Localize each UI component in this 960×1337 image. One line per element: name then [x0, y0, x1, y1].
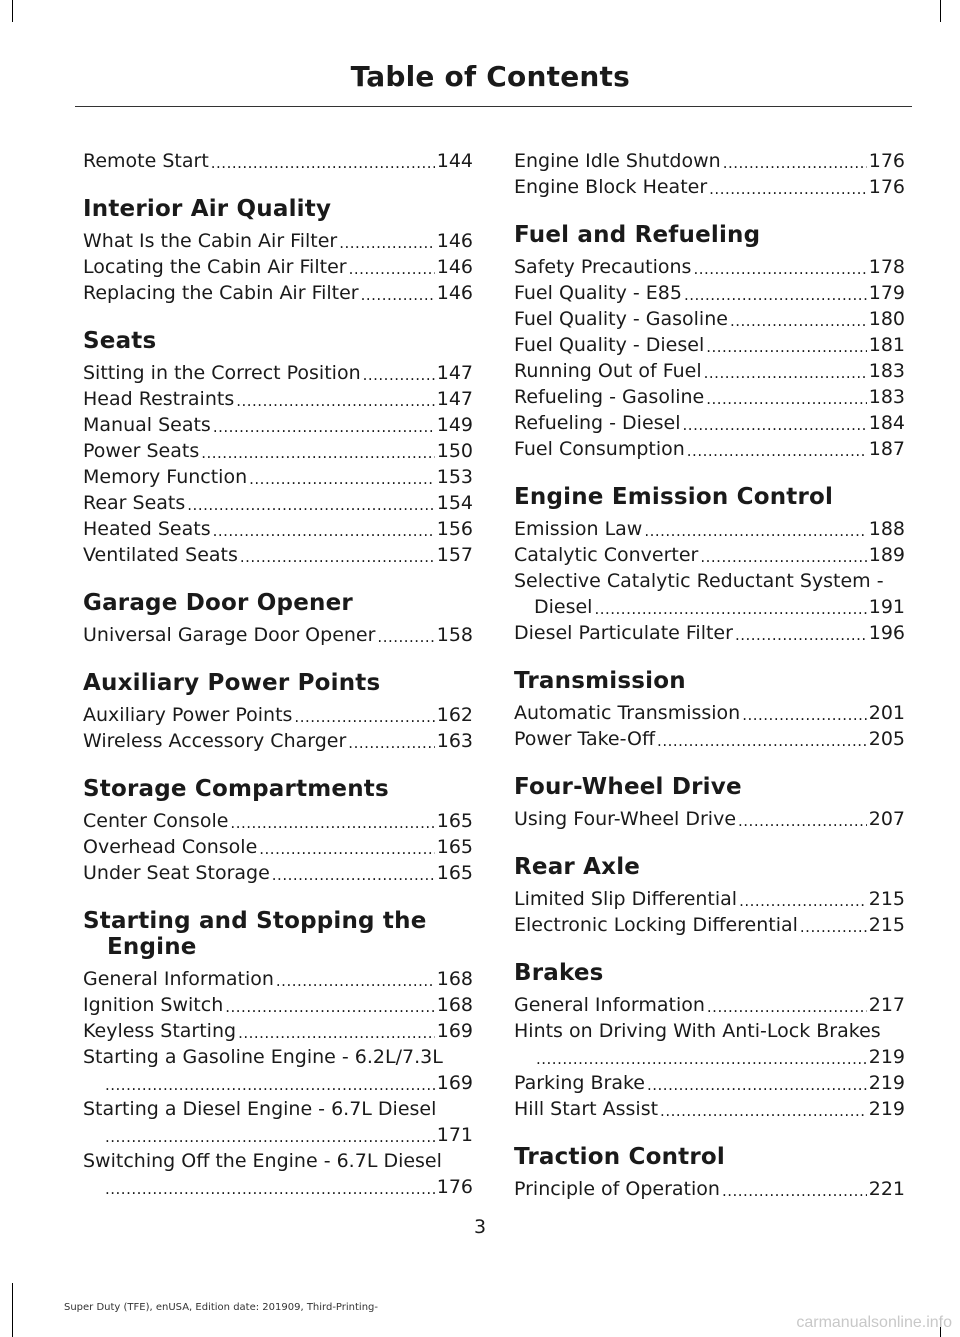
toc-entry[interactable] — [83, 1044, 473, 1096]
toc-entry[interactable] — [83, 966, 473, 992]
dot-leader — [647, 1074, 867, 1096]
dot-leader — [339, 232, 434, 254]
dot-leader — [706, 388, 867, 410]
toc-entry-title: Power Take-Off — [514, 728, 656, 750]
toc-entry-title: Sitting in the Correct Position — [83, 362, 361, 384]
toc-entry-title: Universal Garage Door Opener — [83, 624, 376, 646]
dot-leader — [187, 494, 434, 516]
toc-entry-title: Power Seats — [83, 440, 200, 462]
toc-entry[interactable] — [83, 386, 473, 412]
crop-mark-top-right — [940, 0, 941, 22]
section-heading-text: Seats — [83, 328, 157, 354]
section-heading-text: Storage Compartments — [83, 776, 389, 802]
toc-entry[interactable] — [514, 410, 905, 436]
toc-entry-title: Hints on Driving With Anti-Lock Brakes — [514, 1020, 881, 1042]
toc-entry-page: 146 — [436, 282, 473, 304]
toc-entry-title: Using Four-Wheel Drive — [514, 808, 737, 830]
dot-leader — [272, 864, 435, 886]
toc-entry-title: Replacing the Cabin Air Filter — [83, 282, 359, 304]
toc-entry[interactable] — [83, 622, 473, 648]
toc-entry-title: Engine Idle Shutdown — [514, 150, 721, 172]
watermark: carmanualsonline.info — [796, 1314, 952, 1331]
toc-entry[interactable] — [83, 464, 473, 490]
toc-entry[interactable] — [83, 490, 473, 516]
toc-entry-page: 168 — [436, 994, 473, 1016]
toc-entry-title: Manual Seats — [83, 414, 211, 436]
toc-right-column — [514, 148, 905, 1202]
toc-entry-page: 215 — [868, 914, 905, 936]
section-heading — [514, 1144, 905, 1170]
dot-leader — [693, 258, 866, 280]
toc-left-column — [83, 148, 473, 1200]
toc-entry-page: 196 — [868, 622, 905, 644]
section-heading — [83, 670, 473, 696]
toc-entry-title: Fuel Quality - Gasoline — [514, 308, 728, 330]
toc-entry[interactable] — [514, 992, 905, 1018]
section-heading — [514, 854, 905, 880]
toc-entry-title: Memory Function — [83, 466, 248, 488]
toc-entry-title: Center Console — [83, 810, 229, 832]
toc-entry-page: 176 — [868, 176, 905, 198]
toc-entry-continuation — [83, 1122, 473, 1148]
toc-entry-title: Locating the Cabin Air Filter — [83, 256, 347, 278]
toc-entry[interactable] — [514, 254, 905, 280]
dot-leader — [348, 732, 434, 754]
toc-entry-page: 180 — [868, 308, 905, 330]
dot-leader — [683, 414, 867, 436]
toc-entry[interactable] — [514, 516, 905, 542]
toc-entry[interactable] — [514, 1018, 905, 1070]
toc-entry[interactable] — [514, 726, 905, 752]
toc-entry-title: Parking Brake — [514, 1072, 645, 1094]
toc-entry[interactable] — [514, 384, 905, 410]
toc-entry-page: 176 — [436, 1176, 473, 1198]
toc-entry-title: Electronic Locking Differential — [514, 914, 798, 936]
toc-entry-title: Ignition Switch — [83, 994, 224, 1016]
toc-entry[interactable] — [83, 438, 473, 464]
toc-entry-title: Fuel Consumption — [514, 438, 685, 460]
toc-entry-page: 149 — [436, 414, 473, 436]
toc-entry[interactable] — [514, 148, 905, 174]
toc-entry-title: Starting a Gasoline Engine - 6.2L/7.3L — [83, 1046, 443, 1068]
toc-entry[interactable] — [83, 148, 473, 174]
toc-entry-page: 158 — [436, 624, 473, 646]
toc-entry[interactable] — [514, 436, 905, 462]
toc-entry-page: 171 — [436, 1124, 473, 1146]
toc-entry-page: 184 — [868, 412, 905, 434]
section-heading-text: Garage Door Opener — [83, 590, 353, 616]
toc-entry-page: 162 — [436, 704, 473, 726]
section-heading-text: Fuel and Refueling — [514, 222, 761, 248]
toc-entry[interactable] — [514, 886, 905, 912]
toc-entry[interactable] — [514, 700, 905, 726]
toc-entry-title: Keyless Starting — [83, 1020, 237, 1042]
toc-entry-title: Wireless Accessory Charger — [83, 730, 347, 752]
dot-leader — [660, 1100, 867, 1122]
toc-entry[interactable] — [83, 360, 473, 386]
dot-leader — [105, 1126, 435, 1148]
header-divider — [75, 106, 912, 107]
toc-entry[interactable] — [514, 568, 905, 620]
section-heading — [83, 196, 473, 222]
toc-entry-title: Refueling - Diesel — [514, 412, 681, 434]
dot-leader — [687, 440, 867, 462]
toc-entry[interactable] — [514, 1176, 905, 1202]
toc-entry-page: 156 — [436, 518, 473, 540]
dot-leader — [240, 546, 435, 568]
toc-entry-title: Engine Block Heater — [514, 176, 708, 198]
dot-leader — [201, 442, 435, 464]
section-heading-continuation: Engine — [107, 934, 197, 960]
dot-leader — [294, 706, 434, 728]
toc-entry-title: Fuel Quality - Diesel — [514, 334, 705, 356]
section-heading — [83, 776, 473, 802]
section-heading-text: Starting and Stopping the — [83, 908, 427, 934]
toc-entry-title: Fuel Quality - E85 — [514, 282, 682, 304]
dot-leader — [709, 178, 867, 200]
dot-leader — [644, 520, 866, 542]
toc-entry-page: 169 — [436, 1072, 473, 1094]
toc-entry[interactable] — [83, 992, 473, 1018]
toc-entry-page: 219 — [868, 1046, 905, 1068]
toc-entry[interactable] — [83, 1148, 473, 1200]
toc-entry-page: 154 — [436, 492, 473, 514]
toc-entry-title: Limited Slip Differential — [514, 888, 738, 910]
footer-edition-info: Super Duty (TFE), enUSA, Edition date: 201909, Third-Printing- — [64, 1302, 379, 1313]
toc-entry-title: Selective Catalytic Reductant System - — [514, 570, 884, 592]
section-heading-text: Traction Control — [514, 1144, 725, 1170]
dot-leader — [236, 390, 435, 412]
toc-entry-title: Overhead Console — [83, 836, 258, 858]
toc-entry-title: Head Restraints — [83, 388, 235, 410]
toc-entry-page: 147 — [436, 362, 473, 384]
toc-entry-page: 146 — [436, 230, 473, 252]
section-heading — [83, 328, 473, 354]
toc-entry-title: Hill Start Assist — [514, 1098, 659, 1120]
section-heading-text: Brakes — [514, 960, 604, 986]
dot-leader — [738, 810, 867, 832]
toc-entry-page: 207 — [868, 808, 905, 830]
dot-leader — [238, 1022, 435, 1044]
toc-entry-title: Principle of Operation — [514, 1178, 720, 1200]
toc-entry-continuation — [514, 1044, 905, 1070]
toc-entry[interactable] — [83, 728, 473, 754]
dot-leader — [363, 364, 435, 386]
toc-entry-title: Emission Law — [514, 518, 643, 540]
toc-entry-page: 146 — [436, 256, 473, 278]
toc-entry-title: Remote Start — [83, 150, 209, 172]
dot-leader — [225, 996, 434, 1018]
section-heading — [514, 222, 905, 248]
section-heading — [83, 590, 473, 616]
toc-entry[interactable] — [83, 412, 473, 438]
toc-entry-title: General Information — [514, 994, 705, 1016]
section-heading — [83, 908, 473, 960]
toc-entry-page: 189 — [868, 544, 905, 566]
toc-entry[interactable] — [514, 912, 905, 938]
toc-entry-title: Automatic Transmission — [514, 702, 741, 724]
toc-entry-title: Diesel Particulate Filter — [514, 622, 733, 644]
toc-entry-page: 191 — [868, 596, 905, 618]
toc-entry-page: 217 — [868, 994, 905, 1016]
toc-entry-title: Ventilated Seats — [83, 544, 238, 566]
toc-entry-page: 144 — [436, 150, 473, 172]
dot-leader — [377, 626, 434, 648]
toc-entry-page: 176 — [868, 150, 905, 172]
toc-entry-title: Switching Off the Engine - 6.7L Diesel — [83, 1150, 442, 1172]
toc-entry[interactable] — [514, 174, 905, 200]
toc-entry-continuation — [83, 1070, 473, 1096]
section-heading-text: Auxiliary Power Points — [83, 670, 381, 696]
toc-entry[interactable] — [514, 280, 905, 306]
dot-leader — [361, 284, 435, 306]
toc-entry-page: 183 — [868, 386, 905, 408]
toc-entry-title: Safety Precautions — [514, 256, 692, 278]
dot-leader — [349, 258, 435, 280]
toc-entry-title: Auxiliary Power Points — [83, 704, 293, 726]
toc-entry-page: 165 — [436, 810, 473, 832]
toc-entry-page: 219 — [868, 1098, 905, 1120]
crop-mark-top-left — [12, 0, 13, 22]
toc-entry-page: 163 — [436, 730, 473, 752]
toc-entry[interactable] — [514, 306, 905, 332]
toc-entry[interactable] — [83, 1018, 473, 1044]
toc-entry-title: Under Seat Storage — [83, 862, 270, 884]
toc-entry-page: 165 — [436, 862, 473, 884]
toc-entry[interactable] — [514, 1070, 905, 1096]
dot-leader — [730, 310, 867, 332]
toc-entry[interactable] — [83, 860, 473, 886]
dot-leader — [704, 362, 867, 384]
dot-leader — [707, 996, 867, 1018]
dot-leader — [259, 838, 434, 860]
toc-entry[interactable] — [83, 516, 473, 542]
toc-entry-page: 147 — [436, 388, 473, 410]
toc-entry[interactable] — [83, 280, 473, 306]
dot-leader — [742, 704, 867, 726]
toc-entry-continuation — [83, 1174, 473, 1200]
toc-entry-page: 157 — [436, 544, 473, 566]
toc-entry[interactable] — [514, 806, 905, 832]
dot-leader — [211, 152, 435, 174]
toc-entry-page: 187 — [868, 438, 905, 460]
toc-entry-title: Rear Seats — [83, 492, 186, 514]
toc-entry[interactable] — [83, 254, 473, 280]
toc-entry-title: General Information — [83, 968, 274, 990]
dot-leader — [723, 152, 867, 174]
dot-leader — [105, 1074, 435, 1096]
toc-entry[interactable] — [83, 542, 473, 568]
dot-leader — [105, 1178, 435, 1200]
dot-leader — [706, 336, 867, 358]
toc-entry[interactable] — [83, 702, 473, 728]
toc-entry[interactable] — [83, 1096, 473, 1148]
section-heading-text: Four-Wheel Drive — [514, 774, 742, 800]
toc-entry-page: 179 — [868, 282, 905, 304]
section-heading — [514, 484, 905, 510]
dot-leader — [536, 1048, 867, 1070]
section-heading-text: Engine Emission Control — [514, 484, 834, 510]
toc-entry[interactable] — [514, 332, 905, 358]
dot-leader — [230, 812, 434, 834]
toc-entry-page: 165 — [436, 836, 473, 858]
toc-entry-title: Running Out of Fuel — [514, 360, 702, 382]
section-heading-text: Interior Air Quality — [83, 196, 332, 222]
toc-entry-title: Catalytic Converter — [514, 544, 699, 566]
dot-leader — [700, 546, 866, 568]
toc-entry-title: Refueling - Gasoline — [514, 386, 705, 408]
toc-entry-page: 150 — [436, 440, 473, 462]
dot-leader — [722, 1180, 867, 1202]
page-title: Table of Contents — [350, 60, 630, 93]
dot-leader — [657, 730, 867, 752]
dot-leader — [276, 970, 435, 992]
toc-entry[interactable] — [83, 228, 473, 254]
dot-leader — [249, 468, 435, 490]
dot-leader — [800, 916, 867, 938]
toc-entry-page: 181 — [868, 334, 905, 356]
toc-entry-page: 201 — [868, 702, 905, 724]
toc-entry[interactable] — [514, 1096, 905, 1122]
toc-entry[interactable] — [514, 542, 905, 568]
toc-entry-page: 178 — [868, 256, 905, 278]
section-heading — [514, 960, 905, 986]
crop-mark-bottom-left — [12, 1283, 13, 1337]
section-heading-text: Rear Axle — [514, 854, 641, 880]
section-heading — [514, 774, 905, 800]
dot-leader — [735, 624, 867, 646]
toc-entry-title: Heated Seats — [83, 518, 211, 540]
toc-entry-title: What Is the Cabin Air Filter — [83, 230, 338, 252]
dot-leader — [213, 416, 435, 438]
toc-entry[interactable] — [514, 358, 905, 384]
toc-entry-page: 169 — [436, 1020, 473, 1042]
dot-leader — [594, 598, 866, 620]
page-number: 3 — [473, 1216, 487, 1238]
toc-entry-page: 205 — [868, 728, 905, 750]
section-heading — [514, 668, 905, 694]
dot-leader — [739, 890, 867, 912]
dot-leader — [684, 284, 867, 306]
toc-entry-title-continuation: Diesel — [534, 596, 593, 618]
toc-entry-page: 183 — [868, 360, 905, 382]
toc-entry-page: 219 — [868, 1072, 905, 1094]
toc-entry[interactable] — [514, 620, 905, 646]
toc-entry-title: Starting a Diesel Engine - 6.7L Diesel — [83, 1098, 437, 1120]
section-heading-text: Transmission — [514, 668, 686, 694]
toc-entry-continuation — [514, 594, 905, 620]
toc-entry-page: 168 — [436, 968, 473, 990]
toc-entry-page: 188 — [868, 518, 905, 540]
toc-entry[interactable] — [83, 808, 473, 834]
toc-entry-page: 215 — [868, 888, 905, 910]
toc-entry[interactable] — [83, 834, 473, 860]
toc-entry-page: 153 — [436, 466, 473, 488]
toc-entry-page: 221 — [868, 1178, 905, 1200]
dot-leader — [213, 520, 435, 542]
